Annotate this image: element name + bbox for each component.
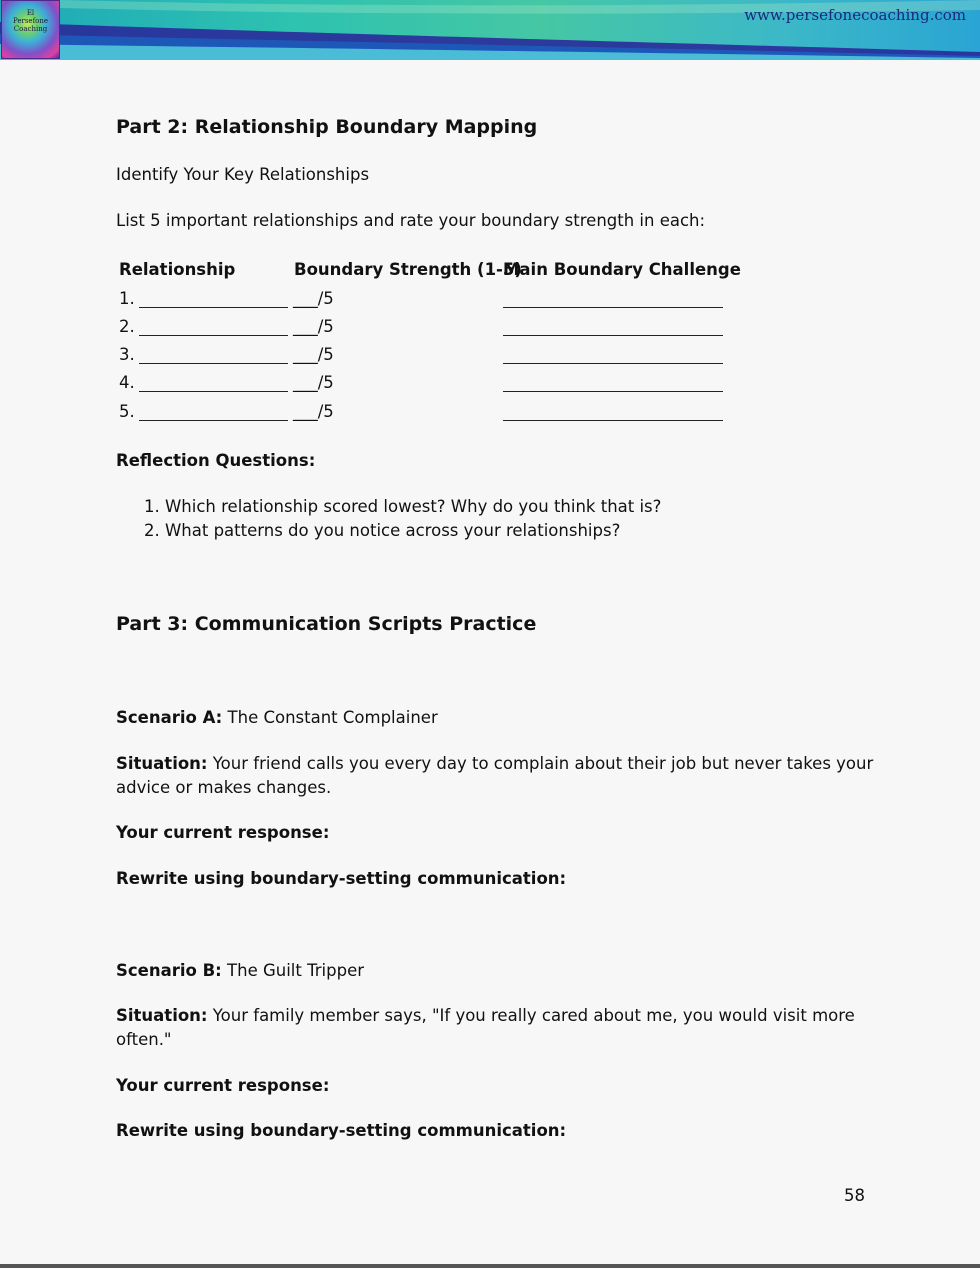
reflection-questions <box>144 497 661 545</box>
row-number: 1. <box>119 289 135 308</box>
challenge-blank[interactable] <box>503 289 723 308</box>
strength-score: ___/5 <box>293 402 334 421</box>
scenario-b-situation <box>116 1006 855 1025</box>
part2-instruction: List 5 important relationships and rate your boundary strength in each: <box>116 211 706 230</box>
situation-label: Situation: <box>116 1006 208 1025</box>
strength-score: ___/5 <box>293 373 334 392</box>
relationship-blank[interactable] <box>139 402 288 421</box>
page-number: 58 <box>844 1186 865 1205</box>
row-number: 4. <box>119 373 135 392</box>
situation-label: Situation: <box>116 754 208 773</box>
relationship-blank[interactable] <box>139 317 288 336</box>
scenario-label: Scenario B: <box>116 961 222 980</box>
logo-text-line: El <box>26 9 35 17</box>
scenario-b-situation-cont: often." <box>116 1030 172 1049</box>
scenario-b-heading <box>116 961 364 980</box>
strength-score: ___/5 <box>293 345 334 364</box>
scenario-name: The Guilt Tripper <box>221 961 365 980</box>
reflection-title: Reflection Questions: <box>116 451 316 470</box>
row-number: 3. <box>119 345 135 364</box>
table-row <box>119 402 739 426</box>
table-row <box>119 345 739 369</box>
table-header-strength: Boundary Strength (1-5) <box>294 260 522 279</box>
table-header-challenge: Main Boundary Challenge <box>503 260 741 279</box>
situation-text: Your friend calls you every day to complain about their job but never takes your <box>207 754 874 773</box>
site-url: www.persefonecoaching.com <box>744 6 966 24</box>
scenario-label: Scenario A: <box>116 708 223 727</box>
scenario-b-rewrite: Rewrite using boundary-setting communication: <box>116 1121 567 1140</box>
logo <box>1 0 60 59</box>
logo-text-line: Persefone <box>12 17 49 25</box>
challenge-blank[interactable] <box>503 345 723 364</box>
challenge-blank[interactable] <box>503 317 723 336</box>
logo-text-line: Coaching <box>13 25 48 33</box>
strength-score: ___/5 <box>293 317 334 336</box>
part2-subtitle: Identify Your Key Relationships <box>116 165 370 184</box>
table-row <box>119 317 739 341</box>
strength-score: ___/5 <box>293 289 334 308</box>
relationship-blank[interactable] <box>139 345 288 364</box>
scenario-a-situation <box>116 754 873 773</box>
part3-title: Part 3: Communication Scripts Practice <box>116 613 537 635</box>
scenario-a-situation-cont: advice or makes changes. <box>116 778 332 797</box>
page-bottom-edge <box>0 1264 980 1268</box>
situation-text: Your family member says, "If you really cared about me, you would visit more <box>207 1006 855 1025</box>
scenario-name: The Constant Complainer <box>222 708 438 727</box>
table-row <box>119 289 739 313</box>
list-item: 2. What patterns do you notice across your relationships? <box>144 521 621 540</box>
relationship-blank[interactable] <box>139 289 288 308</box>
row-number: 2. <box>119 317 135 336</box>
relationship-blank[interactable] <box>139 373 288 392</box>
scenario-a-rewrite: Rewrite using boundary-setting communication: <box>116 869 567 888</box>
list-item: 1. Which relationship scored lowest? Why do you think that is? <box>144 497 662 516</box>
row-number: 5. <box>119 402 135 421</box>
part2-title: Part 2: Relationship Boundary Mapping <box>116 116 538 138</box>
scenario-a-current-response: Your current response: <box>116 823 330 842</box>
header-banner <box>0 0 980 60</box>
scenario-a-heading <box>116 708 438 727</box>
scenario-b-current-response: Your current response: <box>116 1076 330 1095</box>
table-header-relationship: Relationship <box>119 260 236 279</box>
table-row <box>119 373 739 397</box>
challenge-blank[interactable] <box>503 373 723 392</box>
challenge-blank[interactable] <box>503 402 723 421</box>
